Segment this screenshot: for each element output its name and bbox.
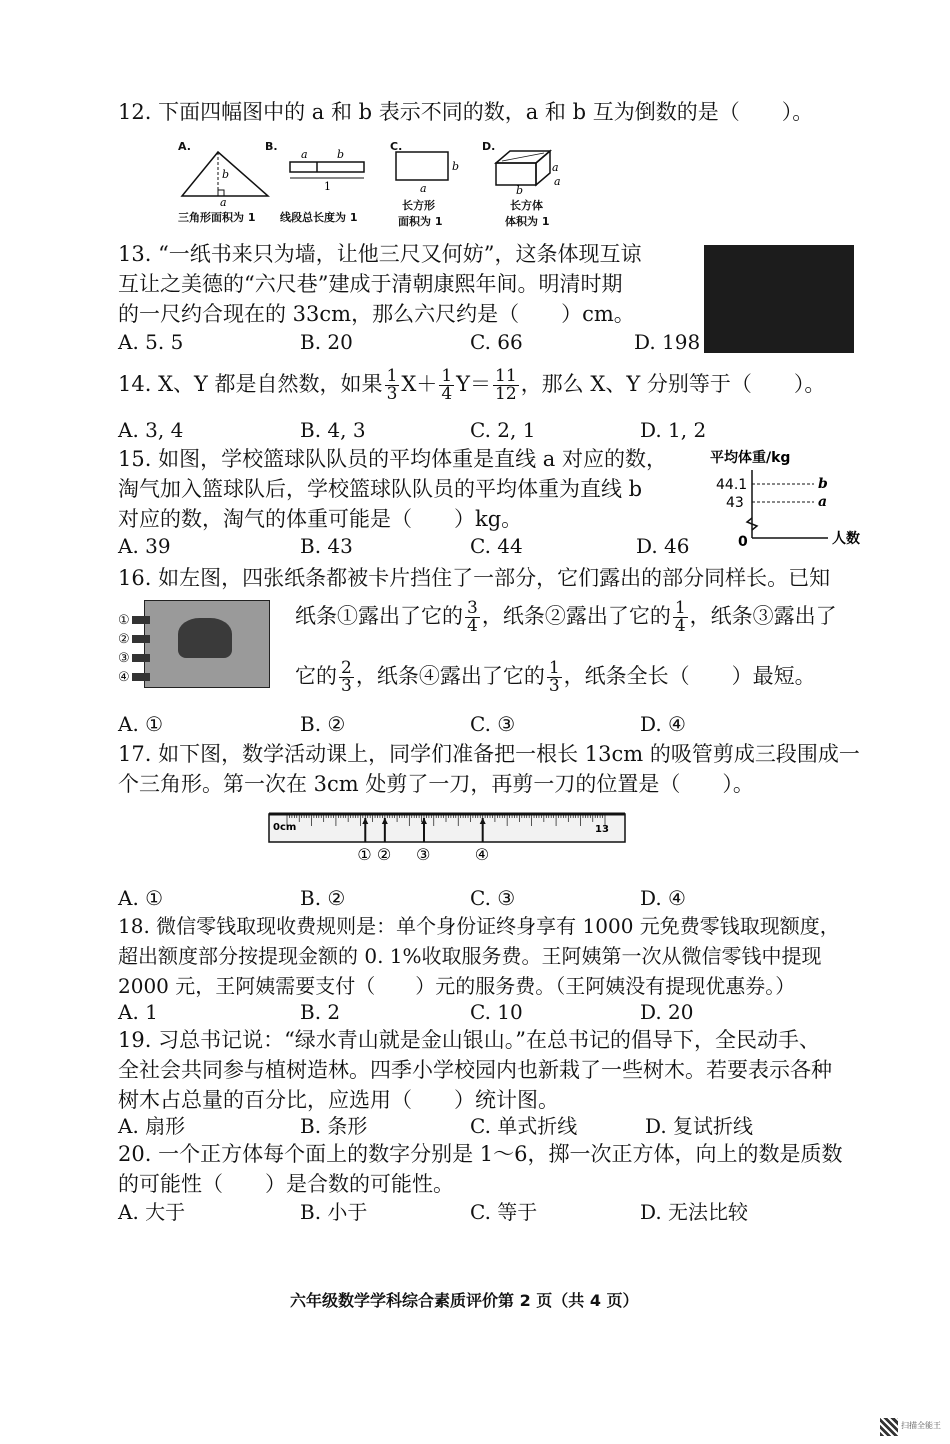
q16-strip-2: [132, 635, 150, 643]
q15-graph-b: b: [818, 476, 828, 492]
ruler-cut-label-1: ①: [357, 845, 372, 864]
q18-option-c: C. 10: [470, 1000, 523, 1024]
q12-tri-b: b: [222, 168, 230, 181]
q13-option-c: C. 66: [470, 330, 523, 354]
q19-option-d: D. 复试折线: [645, 1114, 754, 1138]
q13-option-b: B. 20: [300, 330, 353, 354]
q18-option-d: D. 20: [640, 1000, 694, 1024]
q17-ruler-start: 0cm: [273, 822, 297, 833]
scanner-stamp: 扫描全能王: [901, 1421, 941, 1430]
ruler-cut-label-2: ②: [376, 845, 392, 864]
q16-line-2: [295, 592, 837, 640]
q17-line-2: 个三角形。第一次在 3cm 处剪了一刀，再剪一刀的位置是（ ）。: [118, 772, 754, 796]
q12-cub-a: a: [552, 161, 559, 174]
q16-l3a: 它的: [295, 664, 337, 688]
q14-prefix: 14. X、Y 都是自然数，如果: [118, 372, 383, 396]
q14-option-b: B. 4, 3: [300, 418, 366, 442]
liuchixiang-photo: [704, 245, 854, 353]
q19-line-3: 树木占总量的百分比，应选用（ ）统计图。: [118, 1088, 559, 1112]
q16-option-b: B. ②: [300, 712, 346, 736]
q17-line-1: 17. 如下图，数学活动课上，同学们准备把一根长 13cm 的吸管剪成三段围成一: [118, 742, 860, 766]
q18-line-3: 2000 元，王阿姨需要支付（ ）元的服务费。（王阿姨没有提现优惠券。）: [118, 974, 796, 998]
q18-line-1: 18. 微信零钱取现收费规则是：单个身份证终身享有 1000 元免费零钱取现额度，: [118, 914, 840, 938]
q15-graph-zero: 0: [738, 534, 748, 550]
q13-line-3: 的一尺约合现在的 33cm，那么六尺约是（ ）cm。: [118, 302, 635, 326]
q12-caption-cuboid-2: 体积为 1: [505, 215, 550, 228]
q14-equation-line: [118, 362, 825, 406]
q20-line-2: 的可能性（ ）是合数的可能性。: [118, 1172, 454, 1196]
q12-label-c: C.: [390, 140, 403, 153]
q14-option-a: A. 3, 4: [118, 418, 184, 442]
q16-frac-3: $\frac{2}{3}$: [341, 658, 352, 696]
q12-text: 12. 下面四幅图中的 a 和 b 表示不同的数，a 和 b 互为倒数的是（ ）。: [118, 100, 814, 124]
q16-l2a: 纸条①露出了它的: [295, 604, 463, 628]
q18-line-2: 超出额度部分按提现金额的 0. 1%收取服务费。王阿姨第一次从微信零钱中提现: [118, 944, 822, 968]
q17-option-b: B. ②: [300, 886, 346, 910]
q16-l2b: ，纸条②露出了它的: [481, 604, 671, 628]
q15-line-3: 对应的数，淘气的体重可能是（ ）kg。: [118, 507, 523, 531]
q12-cub-b: b: [516, 184, 524, 197]
q16-strip-2-label: ②: [118, 632, 130, 647]
q18-option-b: B. 2: [300, 1000, 341, 1024]
q12-caption-segment: 线段总长度为 1: [280, 211, 358, 224]
q17-ruler-figure: [265, 806, 633, 868]
q12-segment-figure: [287, 148, 369, 196]
q19-line-2: 全社会共同参与植树造林。四季小学校园内也新栽了一些树木。若要表示各种: [118, 1058, 832, 1082]
q20-option-b: B. 小于: [300, 1200, 368, 1224]
q12-rectangle-figure: [390, 148, 465, 194]
q17-ruler-end: 13: [595, 824, 609, 835]
q15-graph-ylabel: 平均体重/kg: [710, 450, 791, 466]
q16-option-d: D. ④: [640, 712, 686, 736]
q12-caption-cuboid-1: 长方体: [510, 199, 543, 212]
q12-caption-rect-1: 长方形: [402, 199, 435, 212]
q16-card-picture: [178, 618, 232, 658]
q20-line-1: 20. 一个正方体每个面上的数字分别是 1～6，掷一次正方体，向上的数是质数: [118, 1142, 843, 1166]
q13-option-d: D. 198: [634, 330, 701, 354]
q12-label-d: D.: [482, 140, 496, 153]
q14-option-c: C. 2, 1: [470, 418, 536, 442]
q19-option-a: A. 扇形: [118, 1114, 186, 1138]
q15-option-b: B. 43: [300, 534, 353, 558]
q20-option-d: D. 无法比较: [640, 1200, 749, 1224]
q15-graph-v1: 44.1: [716, 477, 748, 493]
q16-strip-4-label: ④: [118, 670, 130, 685]
q12-caption-triangle: 三角形面积为 1: [178, 211, 256, 224]
q15-graph-a: a: [818, 494, 828, 510]
q14-mid-1: X＋: [401, 372, 438, 396]
q14-mid-2: Y＝: [456, 372, 492, 396]
q12-seg-one: 1: [324, 180, 331, 193]
q16-card-figure: [118, 600, 270, 688]
q19-option-c: C. 单式折线: [470, 1114, 578, 1138]
q14-frac-1: $\frac{1}{3}$: [386, 366, 398, 404]
q16-l3b: ，纸条④露出了它的: [355, 664, 545, 688]
q14-option-d: D. 1, 2: [640, 418, 707, 442]
q12-seg-b: b: [337, 148, 345, 161]
q14-frac-2: $\frac{1}{4}$: [441, 366, 453, 404]
q16-option-a: A. ①: [118, 712, 164, 736]
q17-option-d: D. ④: [640, 886, 686, 910]
q16-l3c: ，纸条全长（ ）最短。: [563, 664, 816, 688]
q15-graph-v2: 43: [726, 495, 744, 511]
q15-weight-graph: [708, 446, 888, 550]
q16-strip-3-label: ③: [118, 651, 130, 666]
q16-l2c: ，纸条③露出了: [689, 604, 837, 628]
q15-line-1: 15. 如图，学校篮球队队员的平均体重是直线 a 对应的数，: [118, 447, 667, 471]
q16-strip-3: [132, 654, 150, 662]
q12-cuboid-figure: [492, 145, 564, 195]
q16-option-c: C. ③: [470, 712, 516, 736]
q13-line-1: 13. “一纸书来只为墙，让他三尺又何妨”，这条体现互谅: [118, 242, 642, 266]
q15-graph-xlabel: 人数: [832, 531, 860, 547]
q18-option-a: A. 1: [118, 1000, 158, 1024]
q19-option-b: B. 条形: [300, 1114, 368, 1138]
q16-line-1: 16. 如左图，四张纸条都被卡片挡住了一部分，它们露出的部分同样长。已知: [118, 566, 831, 590]
q17-option-c: C. ③: [470, 886, 516, 910]
ruler-cut-label-4: ④: [474, 845, 490, 864]
q15-option-d: D. 46: [636, 534, 690, 558]
q12-seg-a: a: [301, 148, 308, 161]
q16-strip-1: [132, 616, 150, 624]
q16-strip-1-label: ①: [118, 613, 130, 628]
q14-frac-3: $\frac{11}{12}$: [495, 366, 517, 404]
q12-tri-a: a: [220, 196, 227, 209]
q12-cub-a2: a: [554, 175, 561, 188]
q12-label-b: B.: [265, 140, 278, 153]
q17-option-a: A. ①: [118, 886, 164, 910]
q19-line-1: 19. 习总书记说：“绿水青山就是金山银山。”在总书记的倡导下，全民动手、: [118, 1028, 821, 1052]
q16-frac-4: $\frac{1}{3}$: [548, 658, 560, 696]
q12-label-a: A.: [178, 140, 191, 153]
q12-triangle-figure: [180, 148, 272, 209]
q15-option-c: C. 44: [470, 534, 523, 558]
q20-option-a: A. 大于: [118, 1200, 186, 1224]
q12-rect-b: b: [452, 160, 460, 173]
q16-frac-1: $\frac{3}{4}$: [467, 598, 478, 636]
qr-code-icon: [880, 1418, 898, 1436]
q12-caption-rect-2: 面积为 1: [398, 215, 443, 228]
q13-line-2: 互让之美德的“六尺巷”建成于清朝康熙年间。明清时期: [118, 272, 623, 296]
q14-suffix: ，那么 X、Y 分别等于（ ）。: [520, 372, 826, 396]
q16-frac-2: $\frac{1}{4}$: [674, 598, 686, 636]
q15-line-2: 淘气加入篮球队后，学校篮球队队员的平均体重为直线 b: [118, 477, 643, 501]
ruler-cut-label-3: ③: [415, 845, 431, 864]
q20-option-c: C. 等于: [470, 1200, 538, 1224]
q16-strip-4: [132, 673, 150, 681]
q16-line-3: [295, 652, 816, 700]
q12-rect-a: a: [420, 182, 427, 195]
q13-option-a: A. 5. 5: [118, 330, 184, 354]
q15-option-a: A. 39: [118, 534, 171, 558]
page-footer: 六年级数学学科综合素质评价第 2 页（共 4 页）: [290, 1291, 639, 1310]
